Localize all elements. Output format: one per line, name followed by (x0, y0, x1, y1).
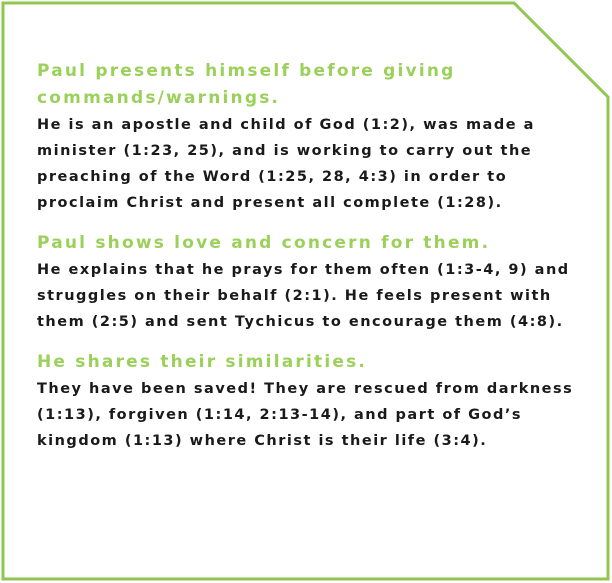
section-introduction (37, 58, 577, 216)
section-love-and-concern (37, 230, 577, 335)
section-heading: Paul shows love and concern for them. (37, 233, 491, 253)
section-body: They have been saved! They are rescued from darkness (1:13), forgiven (1:14, 2:13-14), and part of God’s kingdom (1:13) where Christ is their life (3:4). (37, 381, 574, 449)
section-body: He is an apostle and child of God (1:2), was made a minister (1:23, 25), and is working to carry out the preaching of the Word (1:25, 28, 4:3) in order to proclaim Christ and present all complete (1:28). (37, 117, 535, 211)
section-heading: Paul presents himself before giving commands/warnings. (37, 61, 456, 108)
section-body: He explains that he prays for them often (1:3-4, 9) and struggles on their behalf (2:1). He feels present with them (2:5) and sent Tychicus to encourage them (4:8). (37, 262, 570, 330)
section-heading: He shares their similarities. (37, 352, 368, 372)
card-content (37, 58, 577, 454)
section-similarities (37, 349, 577, 454)
